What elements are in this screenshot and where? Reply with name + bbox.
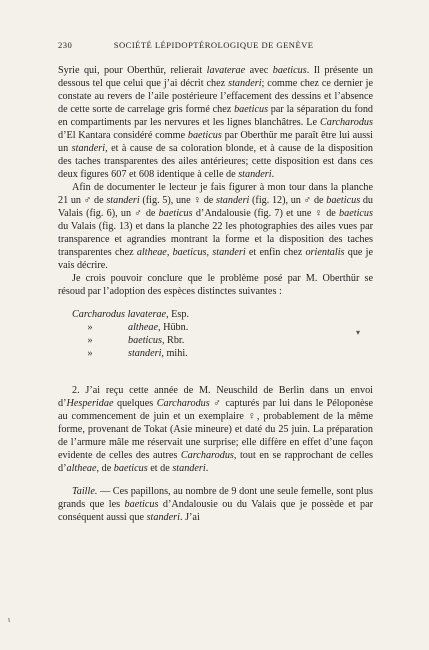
species-item: » standeri, mihi. — [87, 348, 188, 359]
species-item: » altheae, Hübn. — [87, 322, 189, 333]
species-list — [72, 308, 373, 360]
running-header — [58, 40, 373, 50]
paragraph-3: Je crois pouvoir conclure que le problème posé par M. Oberthür se résoud par l’adoption des espèces distinctes suivantes : — [58, 273, 373, 297]
margin-mark: ι — [8, 615, 11, 624]
species-item: Carcharodus lavaterae, Esp. — [72, 309, 189, 320]
page-number: 230 — [58, 40, 73, 50]
stray-mark: ▾ — [356, 328, 361, 337]
paragraph-1: Syrie qui, pour Oberthür, relierait lavaterae avec baeticus. Il présente un dessous tel que celui que j’ai décrit chez standeri; comme chez ce dernier je constate au revers de l’aile postérieure l’effacement des dessins et l’absence de cette sorte de carrelage gris formé chez baeticus par la séparation du fond en compartiments par les nervures et les lignes blanchâtres. Le Carcharodus d’El Kantara considéré comme baeticus par Oberthür me paraît être lui aussi un standeri, et à cause de sa coloration blonde, et à cause de la disposition des taches transparentes des ailes antérieures; cette disposition est dans ces deux figures 607 et 608 identique à celle de standeri. — [58, 65, 374, 180]
body-text — [58, 64, 373, 524]
paragraph-4: 2. J’ai reçu cette année de M. Neuschild de Berlin dans un envoi d’Hesperidae quelques Carcharodus ♂ capturés par lui dans le Péloponèse au commencement de juin et un exemplaire ♀, probablement de la même forme, provenant de Tokat (Asie mineure) et daté du 25 juin. La préparation de l’armure mâle me réservait une surprise; elle diffère en effet d’une façon evidente de celles des autres Carcharodus, tout en se rapprochant de celles d’altheae, de baeticus et de standeri. — [58, 385, 374, 474]
paragraph-5: Taille. — Ces papillons, au nombre de 9 dont une seule femelle, sont plus grands que les baeticus d’Andalousie ou du Valais que je possède et par conséquent aussi que standeri. J’ai — [58, 486, 374, 523]
paragraph-2: Afin de documenter le lecteur je fais figurer à mon tour dans la planche 21 un ♂ de standeri (fig. 5), une ♀ de standeri (fig. 12), un ♂ de baeticus du Valais (fig. 6), un ♂ de baeticus d’Andalousie (fig. 7) et une ♀ de baeticus du Valais (fig. 13) et dans la planche 22 les photographies des ailes vues par transparence et agrandies montrant la forme et la disposition des taches transparentes chez altheae, baeticus, standeri et enfin chez orientalis que je vais décrire. — [58, 182, 374, 271]
species-item: » baeticus, Rbr. — [87, 335, 185, 346]
running-title: SOCIÉTÉ LÉPIDOPTÉROLOGIQUE DE GENÈVE — [113, 40, 314, 50]
